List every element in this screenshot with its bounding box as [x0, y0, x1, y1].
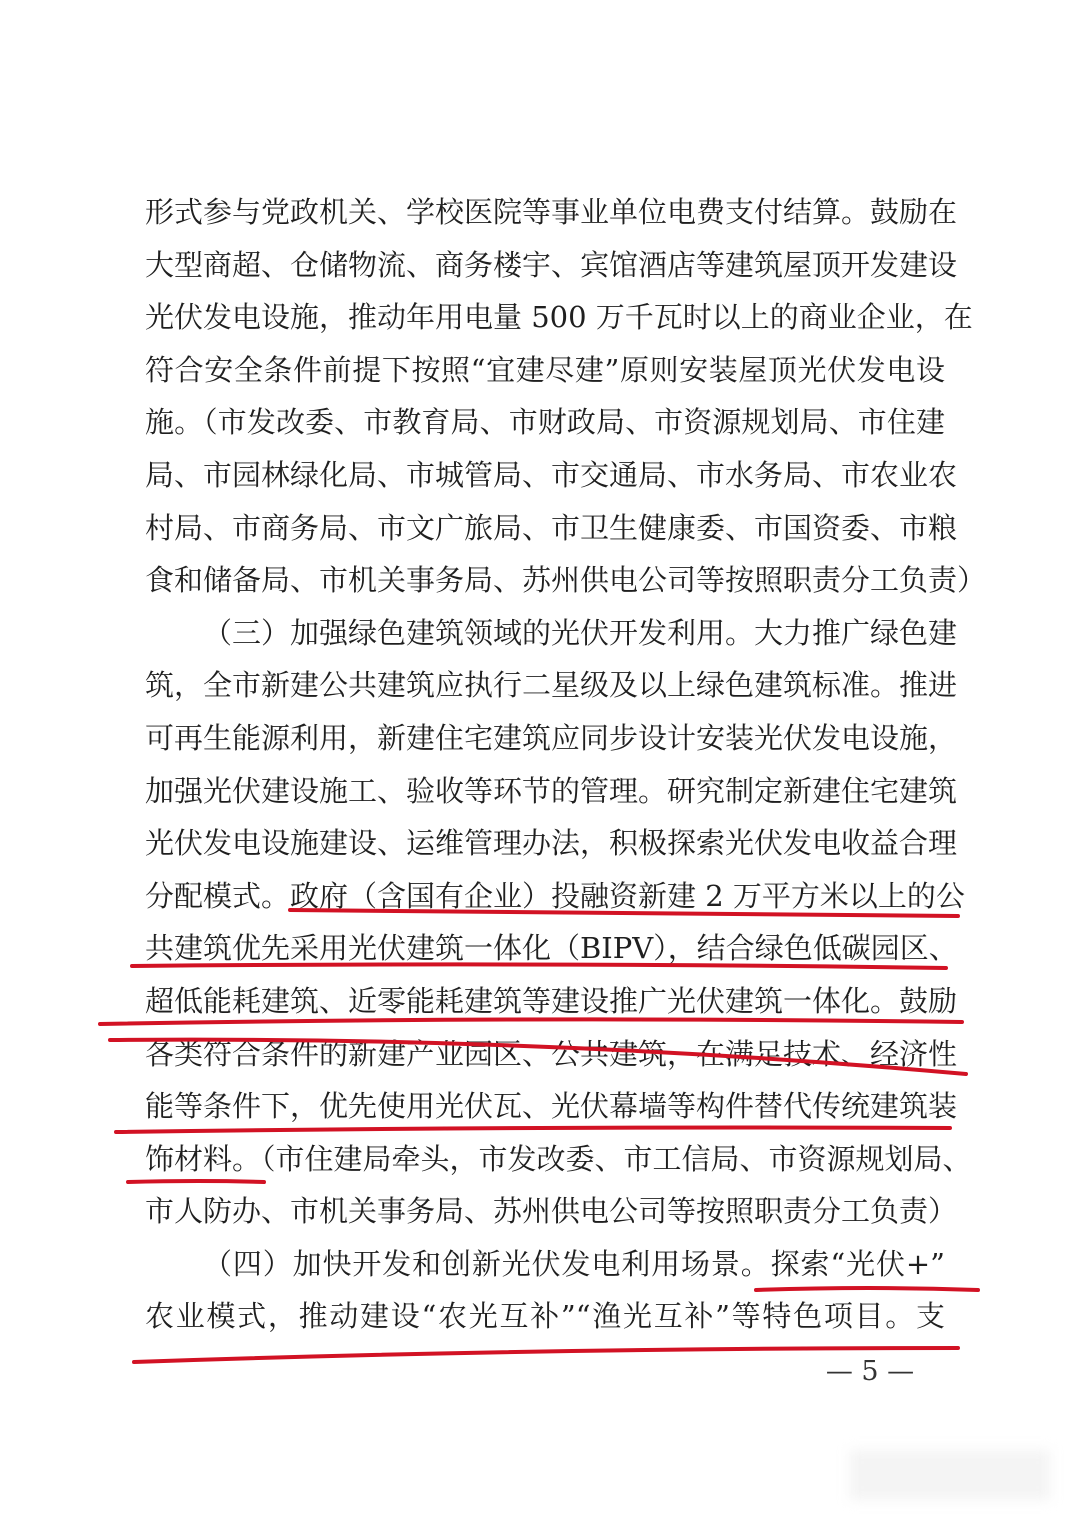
text-line-22: 农业模式，推动建设“农光互补”“渔光互补”等特色项目。支	[145, 1299, 945, 1334]
text-line-10: 筑，全市新建公共建筑应执行二星级及以上绿色建筑标准。推进	[145, 668, 958, 703]
text-line-20: 市人防办、市机关事务局、苏州供电公司等按照职责分工负责）	[145, 1194, 958, 1229]
text-line-1: 形式参与党政机关、学校医院等事业单位电费支付结算。鼓励在	[145, 195, 958, 229]
text-line-2: 大型商超、仓储物流、商务楼宇、宾馆酒店等建筑屋顶开发建设	[145, 247, 958, 282]
text-line-19: 饰材料。（市住建局牵头，市发改委、市工信局、市资源规划局、	[145, 1141, 972, 1176]
text-line-12: 加强光伏建设施工、验收等环节的管理。研究制定新建住宅建筑	[145, 773, 958, 808]
body-text	[145, 186, 987, 1343]
text-line-8: 食和储备局、市机关事务局、苏州供电公司等按照职责分工负责）	[145, 563, 987, 598]
text-line-14: 分配模式。政府（含国有企业）投融资新建 2 万平方米以上的公	[145, 878, 965, 913]
text-line-13: 光伏发电设施建设、运维管理办法，积极探索光伏发电收益合理	[145, 826, 958, 861]
text-line-5: 施。（市发改委、市教育局、市财政局、市资源规划局、市住建	[145, 405, 945, 440]
text-line-9-section-three-heading: （三）加强绿色建筑领域的光伏开发利用。大力推广绿色建	[203, 615, 958, 650]
text-line-17: 各类符合条件的新建产业园区、公共建筑，在满足技术、经济性	[145, 1036, 958, 1071]
text-line-11: 可再生能源利用，新建住宅建筑应同步设计安装光伏发电设施，	[145, 720, 958, 755]
text-line-7: 村局、市商务局、市文广旅局、市卫生健康委、市国资委、市粮	[145, 510, 958, 545]
text-line-16: 超低能耗建筑、近零能耗建筑等建设推广光伏建筑一体化。鼓励	[145, 983, 958, 1018]
text-line-6: 局、市园林绿化局、市城管局、市交通局、市水务局、市农业农	[145, 457, 958, 492]
text-line-15: 共建筑优先采用光伏建筑一体化（BIPV），结合绿色低碳园区、	[145, 931, 958, 966]
text-line-3: 光伏发电设施，推动年用电量 500 万千瓦时以上的商业企业，在	[145, 300, 973, 335]
text-line-4: 符合安全条件前提下按照“宜建尽建”原则安装屋顶光伏发电设	[145, 352, 945, 387]
page-number: — 5 —	[825, 1356, 915, 1387]
text-line-18: 能等条件下，优先使用光伏瓦、光伏幕墙等构件替代传统建筑装	[145, 1089, 958, 1124]
blurred-watermark	[850, 1450, 1050, 1500]
text-line-21-section-four-heading: （四）加快开发和创新光伏发电利用场景。探索“光伏+”	[203, 1246, 945, 1281]
